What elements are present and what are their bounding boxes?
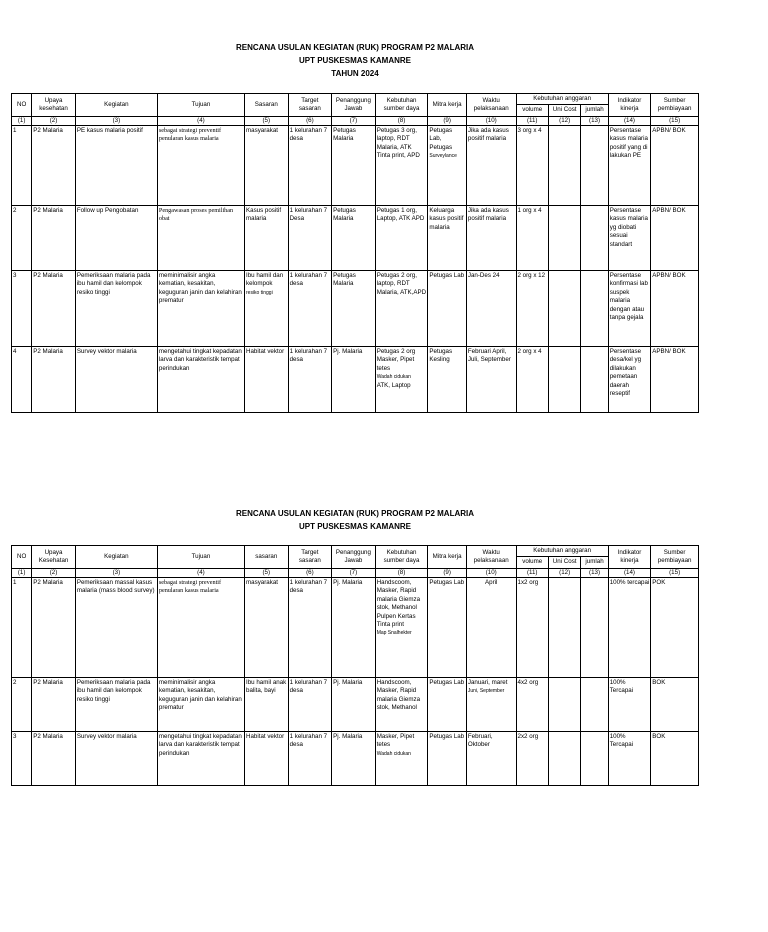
cell-waktu: Februari April, Juli, September [466, 347, 516, 413]
cell-sumber-daya: Handscoom, Masker, Rapid malaria Giemza stok, Methanol [375, 678, 428, 732]
cell-indikator: Persentase kasus malaria positif yang di lakukan PE [608, 126, 651, 206]
sumber-daya-tail-text: ATK, Laptop [376, 381, 411, 389]
cell-unit-cost [548, 206, 580, 271]
table-row [12, 271, 699, 347]
cell-target: 1 kelurahan 7 desa [288, 271, 332, 347]
col-number: (9) [428, 116, 467, 125]
cell-mitra: Petugas Lab [428, 678, 467, 732]
cell-waktu [466, 678, 516, 732]
cell-no: 2 [12, 206, 32, 271]
cell-waktu: Jika ada kasus positif malaria [466, 126, 516, 206]
cell-upaya: P2 Malaria [32, 678, 76, 732]
header-no: NO [12, 94, 32, 117]
header-unit-cost: Uni Cost [548, 557, 580, 568]
col-number: (7) [332, 568, 376, 577]
col-number: (10) [466, 116, 516, 125]
cell-no: 2 [12, 678, 32, 732]
header-tujuan: Tujuan [157, 94, 244, 117]
header-volume: volume [516, 557, 548, 568]
header-mitra: Mitra kerja [428, 94, 467, 117]
cell-pj: Pj. Malaria [332, 732, 376, 786]
header-waktu: Waktu pelaksanaan [466, 94, 516, 117]
header-no: NO [12, 546, 32, 569]
sasaran-small-text: resiko tinggi [246, 289, 273, 296]
cell-kegiatan: Survey vektor malaria [75, 732, 157, 786]
col-number: (2) [32, 116, 76, 125]
cell-sumber-daya [375, 578, 428, 678]
cell-no: 3 [12, 732, 32, 786]
cell-jumlah [581, 347, 608, 413]
waktu-small-text: Juni, September [467, 688, 505, 695]
cell-target: 1 kelurahan 7 desa [288, 347, 332, 413]
cell-sasaran: Ibu hamil anak balita, bayi [245, 678, 289, 732]
cell-sumber-biaya: BOK [651, 732, 699, 786]
col-number: (10) [466, 568, 516, 577]
col-number: (6) [288, 568, 332, 577]
col-number: (5) [245, 568, 289, 577]
cell-target: 1 kelurahan 7 Desa [288, 206, 332, 271]
sumber-daya-text: Masker, Pipet tetes [376, 733, 415, 749]
cell-kegiatan: Pemeriksaan malaria pada ibu hamil dan kelompok resiko tinggi [75, 271, 157, 347]
cell-tujuan: sebagai strategi preventif penularan kasus malaria [157, 578, 244, 678]
col-number: (14) [608, 568, 651, 577]
col-number: (3) [75, 116, 157, 125]
cell-no: 1 [12, 126, 32, 206]
cell-sasaran: masyarakat [245, 578, 289, 678]
header-jumlah: jumlah [581, 557, 608, 568]
cell-waktu: Jika ada kasus positif malaria [466, 206, 516, 271]
cell-target: 1 kelurahan 7 desa [288, 126, 332, 206]
cell-jumlah [581, 206, 608, 271]
cell-no: 3 [12, 271, 32, 347]
mitra-text: Petugas Lab, Petugas [429, 127, 453, 151]
col-number: (3) [75, 568, 157, 577]
cell-kegiatan: PE kasus malaria positif [75, 126, 157, 206]
header-upaya: Upaya kesehatan [32, 94, 76, 117]
cell-pj: Petugas Malaria [332, 206, 376, 271]
header-target: Target sasaran [288, 94, 332, 117]
header-sumber-daya: Kebutuhan sumber daya [375, 94, 428, 117]
ruk-table-2 [11, 545, 699, 786]
cell-sumber-biaya: BOK [651, 678, 699, 732]
header-anggaran: Kebutuhan anggaran [516, 546, 608, 557]
cell-pj: Pj. Malaria [332, 347, 376, 413]
column-number-row [12, 116, 699, 125]
table-row [12, 732, 699, 786]
col-number: (13) [581, 568, 608, 577]
cell-sumber-biaya: APBN/ BOK [651, 347, 699, 413]
cell-no: 1 [12, 578, 32, 678]
title-line: UPT PUSKESMAS KAMANRE [298, 522, 411, 531]
col-number: (8) [375, 116, 428, 125]
cell-upaya: P2 Malaria [32, 271, 76, 347]
cell-sasaran: Habitat vektor [245, 347, 289, 413]
header-tujuan: Tujuan [157, 546, 244, 569]
col-number: (7) [332, 116, 376, 125]
cell-indikator: 100% Tercapai [608, 678, 651, 732]
header-sumber-daya: Kebutuhan sumber daya [375, 546, 428, 569]
cell-no: 4 [12, 347, 32, 413]
header-anggaran: Kebutuhan anggaran [516, 94, 608, 105]
cell-indikator: Persentase desa/kel yg dilakukan pemetaan daerah reseptif [608, 347, 651, 413]
col-number: (1) [12, 568, 32, 577]
cell-jumlah [581, 732, 608, 786]
cell-sasaran: masyarakat [245, 126, 289, 206]
col-number: (5) [245, 116, 289, 125]
header-penanggung-jawab: Penanggung Jawab [332, 94, 376, 117]
cell-volume: 2 org x 12 [516, 271, 548, 347]
cell-sumber-biaya: APBN/ BOK [651, 271, 699, 347]
ruk-table-1 [11, 93, 699, 413]
column-number-row [12, 568, 699, 577]
title-line: TAHUN 2024 [331, 69, 379, 78]
cell-pj: Petugas Malaria [332, 126, 376, 206]
cell-tujuan: Pengawasan proses pemilihan obat [157, 206, 244, 271]
sumber-daya-small-text: Map Snalhekter [376, 630, 412, 637]
header-sasaran: sasaran [245, 546, 289, 569]
cell-upaya: P2 Malaria [32, 126, 76, 206]
title-line: RENCANA USULAN KEGIATAN (RUK) PROGRAM P2 MALARIA [235, 509, 475, 518]
table-row [12, 578, 699, 678]
cell-tujuan: meminimalisir angka kematian, kesakitan, keguguran janin dan kelahiran prematur [157, 678, 244, 732]
cell-sumber-daya [375, 732, 428, 786]
header-sasaran: Sasaran [245, 94, 289, 117]
cell-target: 1 kelurahan 7 desa [288, 578, 332, 678]
header-upaya: Upaya Kesehatan [32, 546, 76, 569]
cell-volume: 2 org x 4 [516, 347, 548, 413]
cell-mitra: Petugas Lab [428, 732, 467, 786]
cell-unit-cost [548, 732, 580, 786]
header-mitra: Mitra kerja [428, 546, 467, 569]
header-waktu: Waktu pelaksanaan [466, 546, 516, 569]
cell-target: 1 kelurahan 7 desa [288, 732, 332, 786]
cell-unit-cost [548, 678, 580, 732]
cell-sasaran: Habitat vektor [245, 732, 289, 786]
cell-unit-cost [548, 578, 580, 678]
col-number: (8) [375, 568, 428, 577]
header-sumber-biaya: Sumber pembiayaan [651, 546, 699, 569]
cell-sumber-daya: Petugas 3 org, laptop, RDT Malaria, ATK Tinta print, APD [375, 126, 428, 206]
cell-indikator: 100% tercapai [608, 578, 651, 678]
cell-jumlah [581, 126, 608, 206]
cell-sumber-daya: Petugas 2 org, laptop, RDT Malaria, ATK,APD [375, 271, 428, 347]
cell-target: 1 kelurahan 7 desa [288, 678, 332, 732]
waktu-text: Januari, maret [467, 679, 508, 687]
cell-indikator: Persentase konfirmasi lab suspek malaria dengan atau tanpa gejala [608, 271, 651, 347]
cell-sasaran [245, 271, 289, 347]
cell-jumlah [581, 271, 608, 347]
cell-mitra: Petugas Lab [428, 271, 467, 347]
cell-kegiatan: Pemeriksaan massal kasus malaria (mass blood survey) [75, 578, 157, 678]
cell-upaya: P2 Malaria [32, 732, 76, 786]
col-number: (11) [516, 568, 548, 577]
cell-unit-cost [548, 271, 580, 347]
cell-sumber-biaya: APBN/ BOK [651, 126, 699, 206]
document-title-2 [0, 507, 710, 533]
cell-tujuan: meminimalisir angka kematian, kesakitan, keguguran janin dan kelahiran prematur [157, 271, 244, 347]
cell-sasaran: Kasus positif malaria [245, 206, 289, 271]
header-target: Target sasaran [288, 546, 332, 569]
cell-volume: 1 org x 4 [516, 206, 548, 271]
title-line: RENCANA USULAN KEGIATAN (RUK) PROGRAM P2 MALARIA [235, 43, 475, 52]
cell-jumlah [581, 678, 608, 732]
cell-kegiatan: Pemeriksaan malaria pada ibu hamil dan kelompok resiko tinggi [75, 678, 157, 732]
cell-volume: 3 org x 4 [516, 126, 548, 206]
cell-unit-cost [548, 347, 580, 413]
col-number: (12) [548, 568, 580, 577]
cell-sumber-biaya: POK [651, 578, 699, 678]
cell-sumber-biaya: APBN/ BOK [651, 206, 699, 271]
cell-sumber-daya: Petugas 1 org, Laptop, ATK APD [375, 206, 428, 271]
header-penanggung-jawab: Penanggung Jawab [332, 546, 376, 569]
cell-sumber-daya [375, 347, 428, 413]
col-number: (13) [581, 116, 608, 125]
header-kegiatan: Kegiatan [75, 94, 157, 117]
cell-pj: Pj. Malaria [332, 578, 376, 678]
col-number: (9) [428, 568, 467, 577]
sasaran-text: Ibu hamil dan kelompok [246, 272, 284, 288]
col-number: (1) [12, 116, 32, 125]
header-volume: volume [516, 105, 548, 116]
cell-waktu: Jan-Des 24 [466, 271, 516, 347]
cell-volume: 2x2 org [516, 732, 548, 786]
col-number: (11) [516, 116, 548, 125]
document-title-1 [0, 41, 710, 80]
table-row [12, 678, 699, 732]
cell-tujuan: mengetahui tingkat kepadatan larva dan karakteristik tempat perindukan [157, 347, 244, 413]
header-jumlah: jumlah [581, 105, 608, 116]
cell-tujuan: sebagai strategi preventif penularan kasus malaria [157, 126, 244, 206]
table-row [12, 347, 699, 413]
col-number: (15) [651, 568, 699, 577]
sumber-daya-small-text: Wadah cidukan [376, 374, 411, 381]
cell-kegiatan: Follow up Pengobatan [75, 206, 157, 271]
cell-volume: 1x2 org [516, 578, 548, 678]
sumber-daya-text: Handscoom, Masker, Rapid malaria Giemza stok, Methanol Pulpen Kertas Tinta print [376, 579, 421, 628]
cell-mitra: Petugas Lab [428, 578, 467, 678]
cell-kegiatan: Survey vektor malaria [75, 347, 157, 413]
cell-indikator: 100% Tercapai [608, 732, 651, 786]
cell-indikator: Persentase kasus malaria yg diobati sesuai standart [608, 206, 651, 271]
cell-upaya: P2 Malaria [32, 206, 76, 271]
col-number: (2) [32, 568, 76, 577]
header-indikator: Indikator kinerja [608, 94, 651, 117]
col-number: (4) [157, 568, 244, 577]
header-unit-cost: Uni Cost [548, 105, 580, 116]
cell-unit-cost [548, 126, 580, 206]
cell-upaya: P2 Malaria [32, 578, 76, 678]
table-row [12, 126, 699, 206]
cell-mitra: Petugas Kesling [428, 347, 467, 413]
cell-waktu: Februari, Oktober [466, 732, 516, 786]
cell-jumlah [581, 578, 608, 678]
title-line: UPT PUSKESMAS KAMANRE [298, 56, 411, 65]
col-number: (6) [288, 116, 332, 125]
sumber-daya-text: Petugas 2 org Masker, Pipet tetes [376, 348, 416, 372]
cell-pj: Petugas Malaria [332, 271, 376, 347]
header-indikator: Indikator kinerja [608, 546, 651, 569]
col-number: (15) [651, 116, 699, 125]
col-number: (4) [157, 116, 244, 125]
col-number: (14) [608, 116, 651, 125]
col-number: (12) [548, 116, 580, 125]
cell-upaya: P2 Malaria [32, 347, 76, 413]
table-row [12, 206, 699, 271]
sumber-daya-small-text: Wadah cidukan [376, 750, 411, 757]
cell-pj: Pj. Malaria [332, 678, 376, 732]
cell-mitra: Keluarga kasus positif malaria [428, 206, 467, 271]
cell-mitra [428, 126, 467, 206]
header-sumber-biaya: Sumber pembiayaan [651, 94, 699, 117]
cell-volume: 4x2 org [516, 678, 548, 732]
cell-tujuan: mengetahui tingkat kepadatan larva dan karakteristik tempat perindukan [157, 732, 244, 786]
mitra-small-text: Surveylance [429, 153, 457, 160]
header-kegiatan: Kegiatan [75, 546, 157, 569]
cell-waktu: April [466, 578, 516, 678]
